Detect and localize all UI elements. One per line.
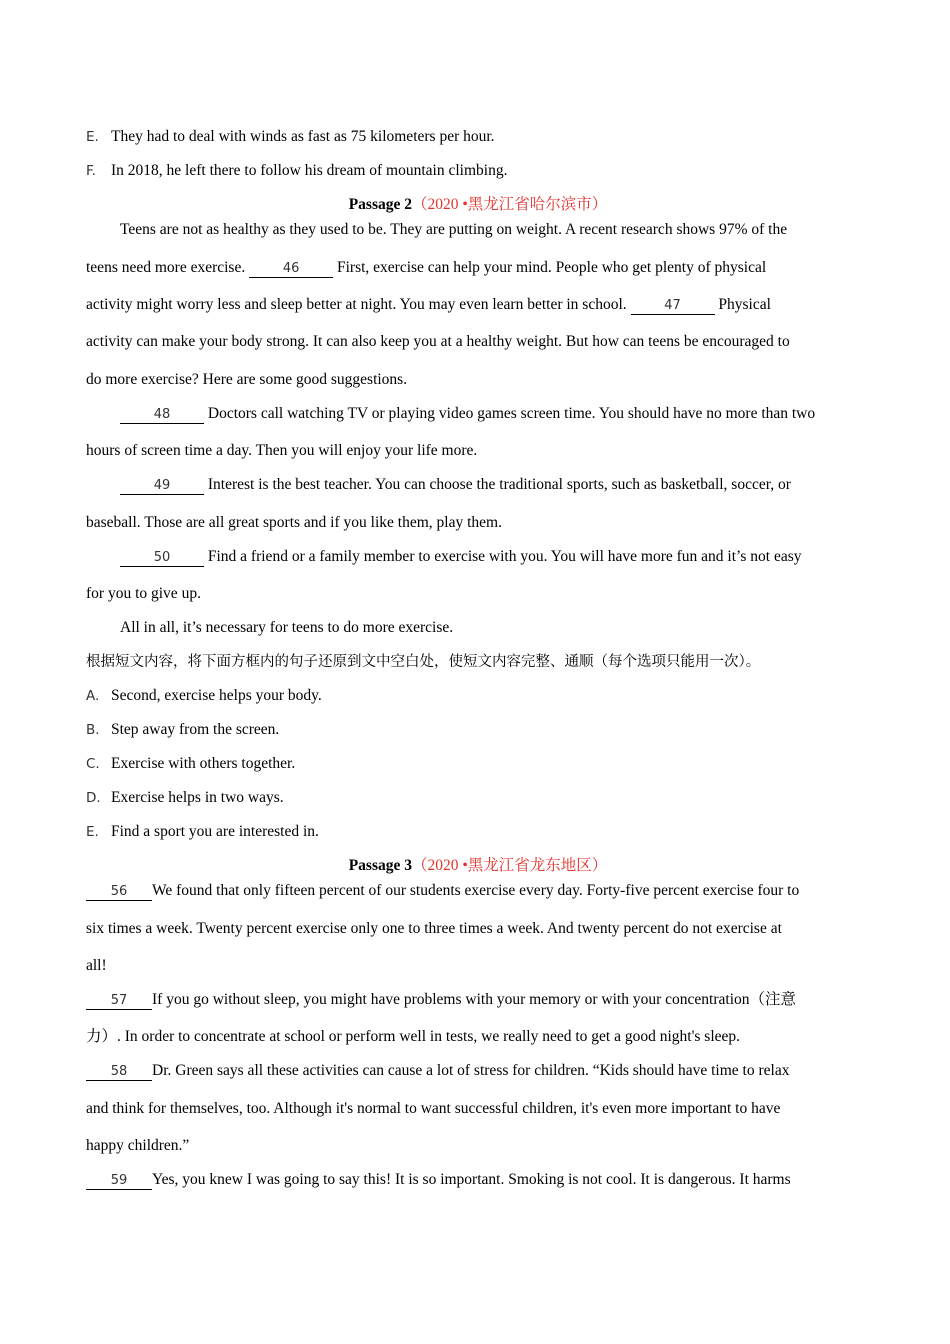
option-text: In 2018, he left there to follow his dream of mountain climbing.: [111, 162, 508, 179]
blank-47[interactable]: [631, 297, 715, 315]
blank-48[interactable]: [120, 406, 204, 424]
passage3-line: [86, 881, 799, 901]
option-text: Find a sport you are interested in.: [111, 823, 319, 840]
passage2-line: do more exercise? Here are some good suggestions.: [86, 371, 408, 388]
option-letter: E.: [86, 824, 99, 840]
text-segment: Find a friend or a family member to exercise with you. You will have more fun and it’s not easy: [207, 548, 802, 565]
passage2-line: hours of screen time a day. Then you will enjoy your life more.: [86, 442, 478, 459]
text-segment: Doctors call watching TV or playing video games screen time. You should have no more than two: [207, 405, 816, 422]
option-a: [86, 686, 322, 706]
blank-56[interactable]: [86, 883, 152, 901]
passage2-line: for you to give up.: [86, 585, 201, 602]
blank-number: 58: [110, 1064, 128, 1079]
passage2-line: baseball. Those are all great sports and if you like them, play them.: [86, 514, 502, 531]
option-letter: E.: [86, 129, 99, 145]
option-letter: A.: [86, 688, 100, 704]
passage3-line: [86, 1061, 789, 1081]
text-segment: If you go without sleep, you might have problems with your memory or with your concentration（注意: [152, 991, 796, 1008]
text-segment: activity might worry less and sleep better at night. You may even learn better in school.: [86, 296, 627, 313]
blank-number: 57: [110, 993, 128, 1008]
blank-number: 49: [153, 478, 171, 493]
text-segment: First, exercise can help your mind. People who get plenty of physical: [336, 259, 767, 276]
passage2-line: activity can make your body strong. It can also keep you at a healthy weight. But how can teens be encouraged to: [86, 333, 790, 350]
blank-58[interactable]: [86, 1063, 152, 1081]
passage2-instruction: 根据短文内容，将下面方框内的句子还原到文中空白处，使短文内容完整、通顺（每个选项只能用一次）。: [86, 654, 761, 670]
option-text: Exercise with others together.: [111, 755, 296, 772]
text-segment: teens need more exercise.: [86, 259, 246, 276]
option-text: Second, exercise helps your body.: [111, 687, 322, 704]
passage2-line: [86, 258, 766, 278]
passage2-title: Passage 2: [348, 196, 412, 213]
text-segment: Dr. Green says all these activities can cause a lot of stress for children. “Kids should have time to relax: [152, 1062, 790, 1079]
text-segment: Physical: [718, 296, 771, 313]
option-text: They had to deal with winds as fast as 75 kilometers per hour.: [111, 128, 495, 145]
blank-number: 56: [110, 884, 128, 899]
option-text: Exercise helps in two ways.: [111, 789, 284, 806]
passage3-line: all!: [86, 957, 107, 974]
option-letter: B.: [86, 722, 100, 738]
blank-50[interactable]: [120, 549, 204, 567]
option-text: Step away from the screen.: [111, 721, 280, 738]
passage3-heading: [86, 856, 870, 876]
passage2-line: [120, 475, 791, 495]
passage3-line: six times a week. Twenty percent exercise only one to three times a week. And twenty percent do not exercise at: [86, 920, 782, 937]
passage3-title: Passage 3: [348, 857, 412, 874]
text-segment: Interest is the best teacher. You can choose the traditional sports, such as basketball, soccer, or: [207, 476, 791, 493]
blank-59[interactable]: [86, 1172, 152, 1190]
passage3-line: happy children.”: [86, 1137, 190, 1154]
text-segment: Yes, you knew I was going to say this! It is so important. Smoking is not cool. It is dangerous. It harms: [152, 1171, 791, 1188]
passage2-line: Teens are not as healthy as they used to be. They are putting on weight. A recent research shows 97% of the: [120, 221, 788, 238]
text-segment: We found that only fifteen percent of our students exercise every day. Forty-five percent exercise four to: [152, 882, 800, 899]
passage3-source: （2020 •黑龙江省龙东地区）: [411, 857, 608, 874]
passage3-line: [86, 990, 796, 1010]
option-b: [86, 720, 279, 740]
passage3-line: and think for themselves, too. Although it's normal to want successful children, it's even more important to have: [86, 1100, 781, 1117]
passage2-line: All in all, it’s necessary for teens to do more exercise.: [120, 619, 454, 636]
passage2-line: [120, 547, 801, 567]
option-f: [86, 161, 507, 181]
option-e: [86, 127, 495, 147]
blank-46[interactable]: [249, 260, 333, 278]
passage3-line: [86, 1170, 791, 1190]
blank-number: 47: [664, 298, 681, 313]
passage2-line: [86, 295, 771, 315]
blank-57[interactable]: [86, 992, 152, 1010]
passage2-line: [120, 404, 815, 424]
option-letter: C.: [86, 756, 100, 772]
blank-number: 48: [153, 407, 171, 422]
option-letter: D.: [86, 790, 101, 806]
blank-number: 50: [153, 550, 171, 565]
passage2-heading: [86, 195, 870, 215]
option-c: [86, 754, 295, 774]
passage2-source: （2020 •黑龙江省哈尔滨市）: [411, 196, 608, 213]
blank-49[interactable]: [120, 477, 204, 495]
passage3-line: 力）. In order to concentrate at school or perform well in tests, we really need to get a good night's sleep.: [86, 1028, 741, 1045]
option-letter: F.: [86, 163, 96, 179]
blank-number: 59: [110, 1173, 128, 1188]
option-d: [86, 788, 284, 808]
blank-number: 46: [282, 261, 300, 276]
option-e: [86, 822, 319, 842]
